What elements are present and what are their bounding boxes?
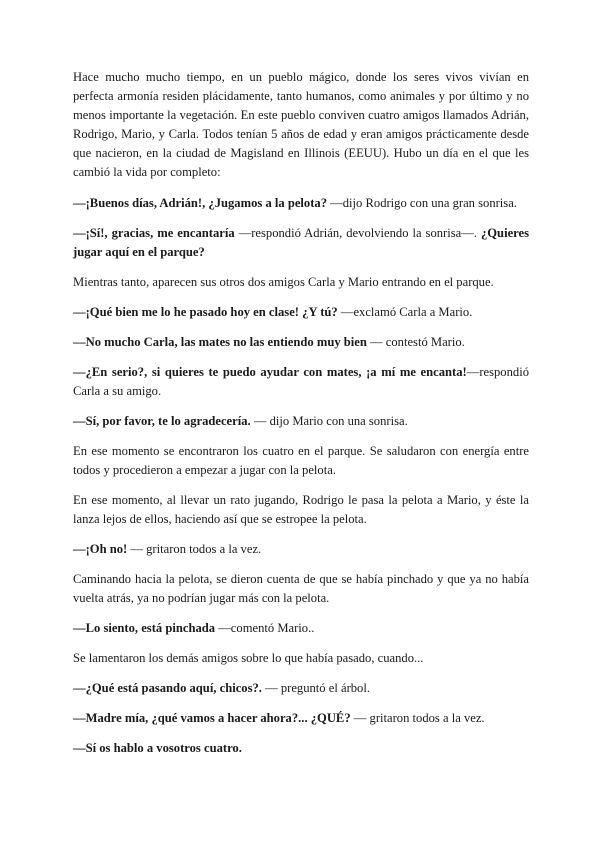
narration-paragraph: En ese momento, al llevar un rato jugando, Rodrigo le pasa la pelota a Mario, y éste la lanza lejos de ellos, haciendo así que se estropee la pelota.: [73, 493, 529, 526]
dialogue-tag: — gritaron todos a la vez.: [127, 542, 262, 556]
dialogue-speech: —¿En serio?, si quieres te puedo ayudar con mates, ¡a mí me encanta!: [73, 365, 467, 379]
dialogue-mario-3: [73, 619, 529, 638]
dialogue-speech: —¿Qué está pasando aquí, chicos?.: [73, 681, 262, 695]
dialogue-carla: [73, 303, 529, 322]
narration-paragraph: Mientras tanto, aparecen sus otros dos amigos Carla y Mario entrando en el parque.: [73, 275, 494, 289]
dialogue-mario-2: [73, 412, 529, 431]
narration-paragraph: En ese momento se encontraron los cuatro en el parque. Se saludaron con energía entre todos y procedieron a empezar a jugar con la pelota.: [73, 444, 529, 477]
dialogue-speech: —¡Oh no!: [73, 542, 128, 556]
dialogue-speech: —¡Qué bien me lo he pasado hoy en clase! ¿Y tú?: [73, 305, 338, 319]
dialogue-carla-2: [73, 363, 529, 401]
dialogue-speech: —¡Buenos días, Adrián!, ¿Jugamos a la pelota?: [73, 196, 328, 210]
dialogue-speech: —Sí, por favor, te lo agradecería.: [73, 414, 251, 428]
dialogue-speech: —Sí os hablo a vosotros cuatro.: [73, 741, 242, 755]
dialogue-speech: —Madre mía, ¿qué vamos a hacer ahora?... ¿QUÉ?: [73, 711, 351, 725]
dialogue-tag: —respondió Adrián, devolviendo la sonrisa—.: [234, 226, 481, 240]
dialogue-tree: [73, 679, 529, 698]
dialogue-tag: —dijo Rodrigo con una gran sonrisa.: [327, 196, 517, 210]
dialogue-tag: — preguntó el árbol.: [261, 681, 371, 695]
dialogue-tag: — contestó Mario.: [366, 335, 465, 349]
dialogue-tag: —respondió Carla a su amigo.: [73, 365, 529, 398]
intro-paragraph: Hace mucho mucho tiempo, en un pueblo mágico, donde los seres vivos vivían en perfecta armonía residen plácidamente, tanto humanos, como animales y por último y no menos importante la vegetación. En este pueblo conviven cuatro amigos llamados Adrián, Rodrigo, Mario, y Carla. Todos tenían 5 años de edad y eran amigos prácticamente desde que nacieron, en la ciudad de Magisland en Illinois (EEUU). Hubo un día en el que les cambió la vida por completo:: [73, 70, 529, 179]
dialogue-speech: —No mucho Carla, las mates no las entiendo muy bien: [73, 335, 367, 349]
story-text: [73, 68, 529, 769]
dialogue-speech: —Lo siento, está pinchada: [73, 621, 216, 635]
dialogue-tag: — gritaron todos a la vez.: [350, 711, 485, 725]
dialogue-speech: —¡Sí!, gracias, me encantaría: [73, 226, 235, 240]
dialogue-all-2: [73, 709, 529, 728]
dialogue-rodrigo: [73, 194, 529, 213]
dialogue-adrian: [73, 224, 529, 262]
dialogue-tag: —comentó Mario..: [215, 621, 315, 635]
dialogue-tag: —exclamó Carla a Mario.: [337, 305, 473, 319]
dialogue-mario: [73, 333, 529, 352]
dialogue-tree-2: [73, 739, 529, 758]
dialogue-speech: ¿Quieres jugar aquí en el parque?: [73, 226, 530, 259]
dialogue-tag: — dijo Mario con una sonrisa.: [250, 414, 408, 428]
dialogue-all: [73, 540, 529, 559]
narration-paragraph: Se lamentaron los demás amigos sobre lo que había pasado, cuando...: [73, 651, 424, 665]
narration-paragraph: Caminando hacia la pelota, se dieron cuenta de que se había pinchado y que ya no había vuelta atrás, ya no podrían jugar más con la pelota.: [73, 572, 529, 605]
